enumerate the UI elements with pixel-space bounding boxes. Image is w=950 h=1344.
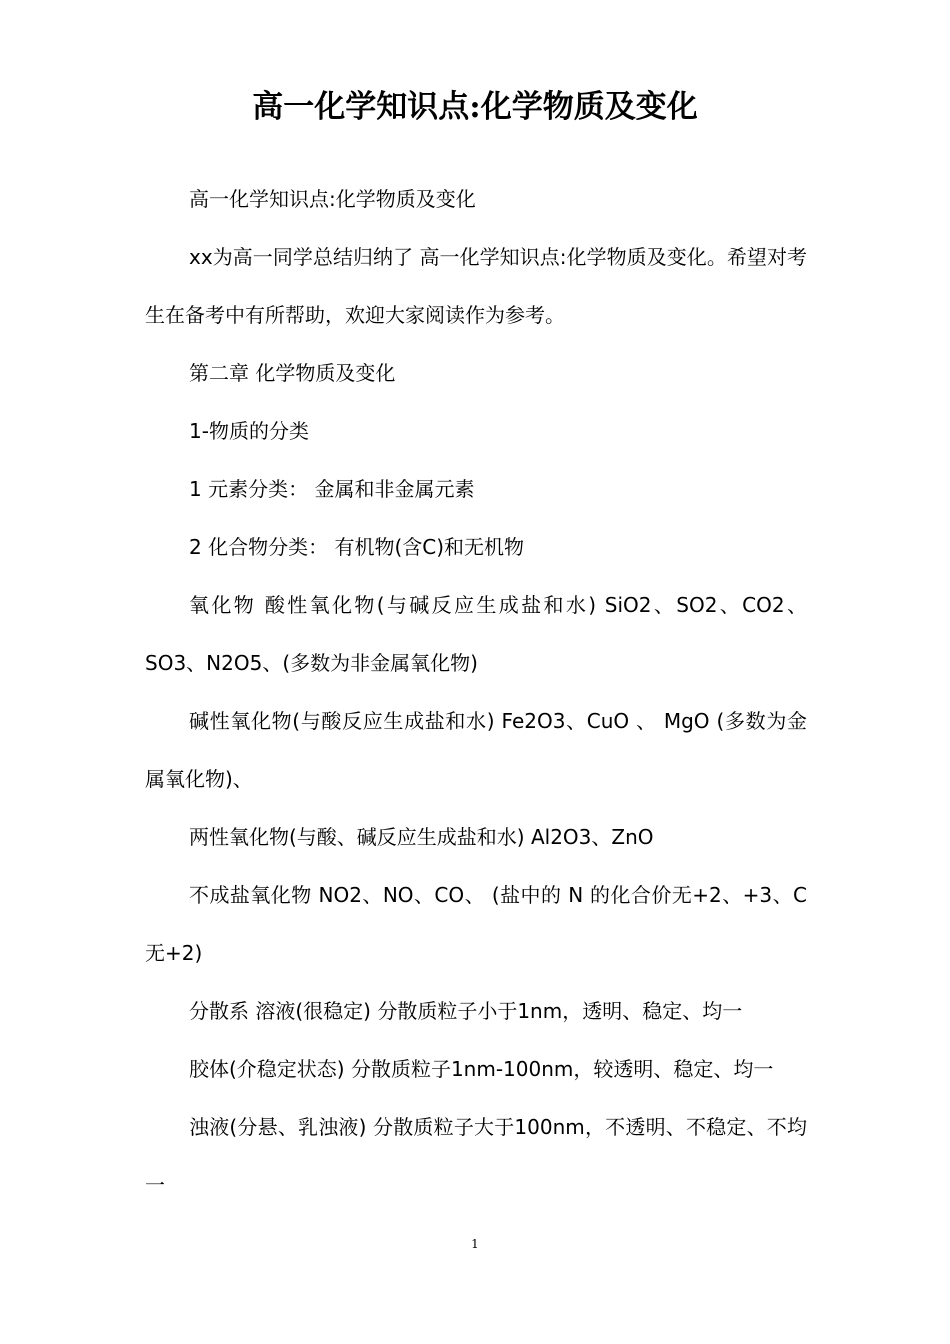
paragraph-element-classification: 1 元素分类： 金属和非金属元素	[189, 477, 475, 501]
paragraph-colloid: 胶体(介稳定状态) 分散质粒子1nm-100nm，较透明、稳定、均一	[189, 1057, 774, 1081]
paragraph-chapter: 第二章 化学物质及变化	[189, 361, 396, 385]
paragraph-acidic-oxides: 氧化物 酸性氧化物(与碱反应生成盐和水) SiO2、SO2、CO2、SO3、N2O5、(多数为非金属氧化物)	[145, 593, 807, 675]
page-number: 1	[471, 1237, 479, 1251]
paragraph-amphoteric-oxides: 两性氧化物(与酸、碱反应生成盐和水) Al2O3、ZnO	[189, 825, 654, 849]
paragraph-basic-oxides: 碱性氧化物(与酸反应生成盐和水) Fe2O3、CuO 、 MgO (多数为金属氧化物)、	[145, 709, 807, 791]
paragraph-compound-classification: 2 化合物分类： 有机物(含C)和无机物	[189, 535, 525, 559]
paragraph-section: 1-物质的分类	[189, 419, 309, 443]
paragraph-suspension: 浊液(分悬、乳浊液) 分散质粒子大于100nm，不透明、不稳定、不均一	[145, 1115, 807, 1197]
paragraph-solution: 分散系 溶液(很稳定) 分散质粒子小于1nm，透明、稳定、均一	[189, 999, 743, 1023]
paragraph-heading-repeat: 高一化学知识点:化学物质及变化	[189, 187, 476, 211]
document-body	[145, 170, 807, 1214]
paragraph-non-salt-oxides: 不成盐氧化物 NO2、NO、CO、 (盐中的 N 的化合价无+2、+3、C无+2)	[145, 883, 807, 965]
document-title: 高一化学知识点:化学物质及变化	[252, 89, 698, 125]
paragraph-intro: xx为高一同学总结归纳了 高一化学知识点:化学物质及变化。希望对考生在备考中有所帮助，欢迎大家阅读作为参考。	[145, 245, 807, 327]
